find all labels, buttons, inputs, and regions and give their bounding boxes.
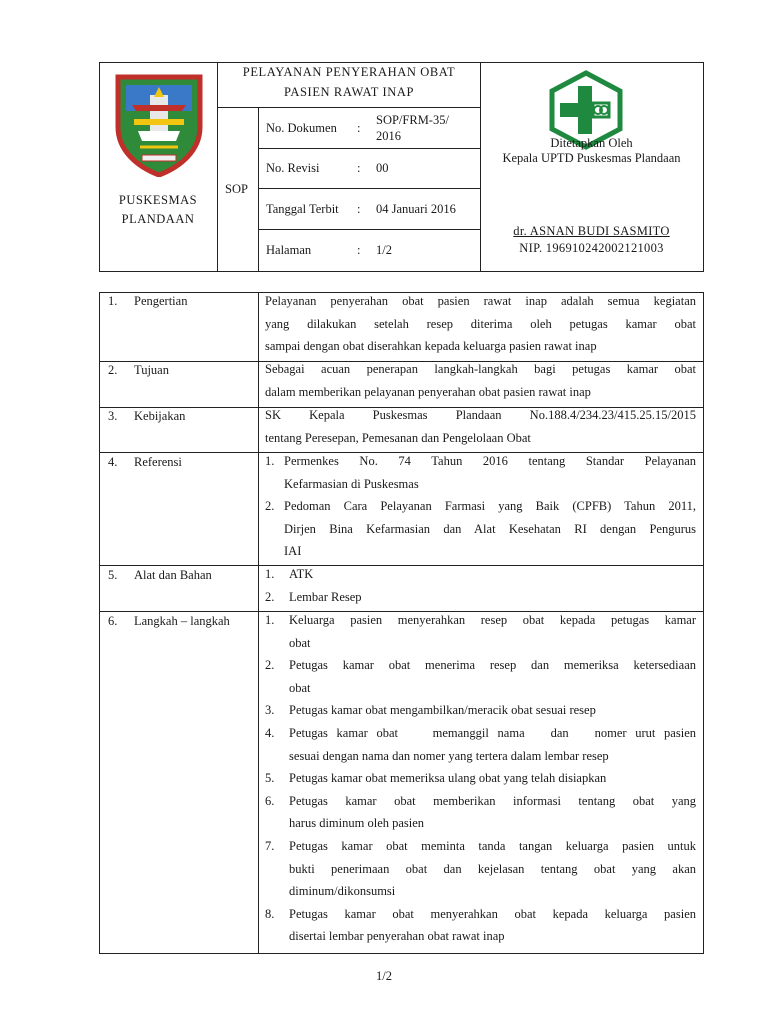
meta-value-halaman: 1/2 xyxy=(376,243,392,257)
meta-sep: : xyxy=(357,121,361,135)
list-item: 7. Petugas kamar obat meminta tanda tangan keluarga pasien untuk bukti penerimaan obat dan kejelasan tentang obat yang akan diminum/dikonsumsi xyxy=(265,838,696,899)
signer-name: dr. ASNAN BUDI SASMITO xyxy=(513,224,670,238)
list-item: 1. Keluarga pasien menyerahkan resep obat kepada petugas kamar obat xyxy=(265,613,696,650)
meta-value-tanggal-terbit: 04 Januari 2016 xyxy=(376,202,456,216)
list-item: 8. Petugas kamar obat menyerahkan obat kepada keluarga pasien disertai lembar penyerahan obat rawat inap xyxy=(265,906,696,944)
meta-sep: : xyxy=(357,161,361,175)
section-label-alat-dan-bahan: Alat dan Bahan xyxy=(134,568,212,582)
meta-sep: : xyxy=(357,202,361,216)
section-number: 6. xyxy=(108,614,118,628)
list-item: 2. Pedoman Cara Pelayanan Farmasi yang Baik (CPFB) Tahun 2011, Dirjen Bina Kefarmasian dan Alat Kesehatan RI dengan Pengurus IAI xyxy=(265,499,696,559)
org-name: PUSKESMAS PLANDAAN xyxy=(118,193,198,226)
section-number: 3. xyxy=(108,409,118,423)
meta-label-no-revisi: No. Revisi xyxy=(266,161,320,175)
page-number: 1/2 xyxy=(376,969,392,983)
section-label-kebijakan: Kebijakan xyxy=(134,409,186,423)
langkah-list xyxy=(265,609,696,948)
meta-label-tanggal-terbit: Tanggal Terbit xyxy=(266,202,339,216)
section-content-kebijakan: SK Kepala Puskesmas Plandaan No.188.4/234.23/415.25.15/2015 tentang Peresepan, Pemesanan dan Pengelolaan Obat xyxy=(265,408,696,445)
list-item: 2. Petugas kamar obat menerima resep dan memeriksa ketersediaan obat xyxy=(265,658,696,695)
regional-emblem-logo xyxy=(112,71,206,177)
meta-label-halaman: Halaman xyxy=(266,243,312,257)
alat-bahan-list xyxy=(265,563,696,608)
approval-line1: Ditetapkan Oleh xyxy=(550,136,633,150)
section-label-tujuan: Tujuan xyxy=(134,363,169,377)
section-number: 4. xyxy=(108,455,118,469)
list-item: 5. Petugas kamar obat memeriksa ulang obat yang telah disiapkan xyxy=(265,771,607,786)
meta-value-no-revisi: 00 xyxy=(376,161,389,175)
list-item: 4. Petugas kamar obat memanggil nama dan nomer urut pasien sesuai dengan nama dan nomer yang tertera dalam lembar resep xyxy=(265,725,696,763)
meta-label-no-dokumen: No. Dokumen xyxy=(266,121,337,135)
approval-line2: Kepala UPTD Puskesmas Plandaan xyxy=(502,151,681,165)
section-content-tujuan: Sebagai acuan penerapan langkah-langkah bagi petugas kamar obat dalam memberikan pelayanan penyerahan obat pasien rawat inap xyxy=(265,362,696,399)
section-label-langkah: Langkah – langkah xyxy=(134,614,230,628)
document-title: PELAYANAN PENYERAHAN OBAT PASIEN RAWAT INAP xyxy=(242,65,456,99)
section-number: 5. xyxy=(108,568,118,582)
sop-label: SOP xyxy=(225,182,248,196)
meta-sep: : xyxy=(357,243,361,257)
list-item: 3. Petugas kamar obat mengambilkan/meracik obat sesuai resep xyxy=(265,703,596,718)
section-label-referensi: Referensi xyxy=(134,455,182,469)
list-item: 1. ATK xyxy=(265,567,314,581)
list-item: 2. Lembar Resep xyxy=(265,589,362,604)
list-item: 6. Petugas kamar obat memberikan informasi tentang obat yang harus diminum oleh pasien xyxy=(265,793,696,831)
meta-value-no-dokumen: SOP/FRM-35/ 2016 xyxy=(376,113,449,143)
referensi-list xyxy=(265,450,696,563)
section-number: 1. xyxy=(108,294,118,308)
section-label-pengertian: Pengertian xyxy=(134,294,188,308)
signer-nip: NIP. 196910242002121003 xyxy=(519,241,664,255)
section-content-pengertian: Pelayanan penyerahan obat pasien rawat inap adalah semua kegiatan yang dilakukan setelah resep diterima oleh petugas kamar obat sampai dengan obat diserahkan kepada keluarga pasien rawat inap xyxy=(265,294,696,354)
list-item: 1. Permenkes No. 74 Tahun 2016 tentang Standar Pelayanan Kefarmasian di Puskesmas xyxy=(265,454,696,491)
section-number: 2. xyxy=(108,363,118,377)
